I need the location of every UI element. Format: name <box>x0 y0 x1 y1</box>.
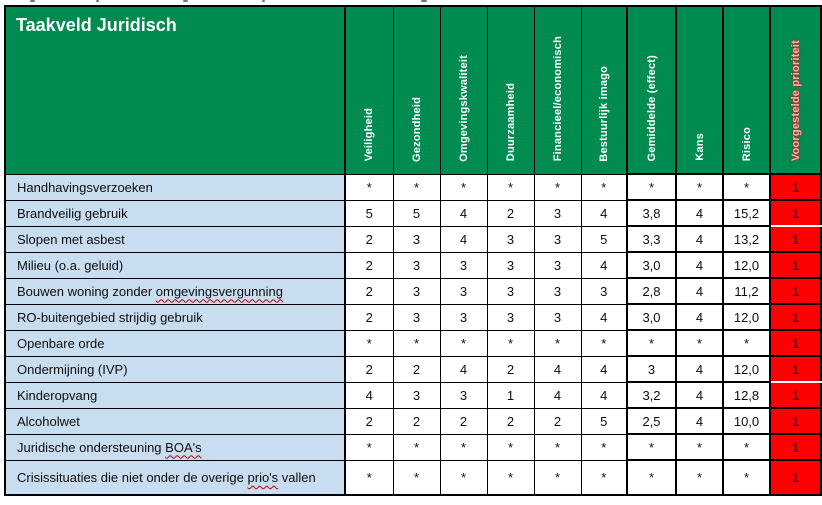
value-cell: 4 <box>440 356 487 382</box>
value-cell: 2 <box>345 304 393 330</box>
column-header-gezondheid: Gezondheid <box>393 6 440 174</box>
value-cell: * <box>345 330 393 356</box>
table-row <box>5 356 821 382</box>
row-label: Milieu (o.a. geluid) <box>5 252 345 278</box>
value-cell: 1 <box>487 382 534 408</box>
value-cell: * <box>393 330 440 356</box>
row-label: Kinderopvang <box>5 382 345 408</box>
value-cell: 3 <box>440 382 487 408</box>
value-cell: 4 <box>581 200 627 226</box>
column-header-voorgestelde-prioriteit: Voorgestelde prioriteit <box>770 6 821 174</box>
row-label: Crisissituaties die niet onder de overige prio's vallen <box>5 460 345 495</box>
value-cell: 3 <box>440 304 487 330</box>
value-cell: 4 <box>440 226 487 252</box>
value-cell: * <box>581 434 627 460</box>
misspelled-word: BOA's <box>165 439 202 455</box>
value-cell: 2 <box>345 252 393 278</box>
row-label: RO-buitengebied strijdig gebruik <box>5 304 345 330</box>
priority-cell: 1 <box>770 252 821 278</box>
value-cell: * <box>345 174 393 200</box>
priority-cell: 1 <box>770 174 821 200</box>
value-cell: 4 <box>581 252 627 278</box>
value-cell: 4 <box>676 356 723 382</box>
value-cell: 3 <box>393 304 440 330</box>
table-row <box>5 408 821 434</box>
priority-cell: 1 <box>770 200 821 226</box>
value-cell: * <box>581 460 627 495</box>
value-cell: 3 <box>581 278 627 304</box>
table-row <box>5 200 821 226</box>
value-cell: 3 <box>393 252 440 278</box>
value-cell: 4 <box>581 304 627 330</box>
value-cell: 3 <box>534 200 581 226</box>
column-header-veiligheid: Veiligheid <box>345 6 393 174</box>
value-cell: 2 <box>393 408 440 434</box>
value-cell: 12,0 <box>723 252 770 278</box>
value-cell: * <box>440 460 487 495</box>
value-cell: 3,2 <box>627 382 676 408</box>
value-cell: * <box>487 174 534 200</box>
value-cell: 2,8 <box>627 278 676 304</box>
column-header-risico: Risico <box>723 6 770 174</box>
column-header-bestuurlijk-imago: Bestuurlijk imago <box>581 6 627 174</box>
table-row <box>5 304 821 330</box>
value-cell: 3,3 <box>627 226 676 252</box>
cropped-text-remnant <box>0 0 822 4</box>
value-cell: 2 <box>393 356 440 382</box>
header-row <box>5 6 821 174</box>
priority-cell: 1 <box>770 330 821 356</box>
table-row <box>5 382 821 408</box>
value-cell: * <box>345 460 393 495</box>
value-cell: 12,0 <box>723 356 770 382</box>
value-cell: 3 <box>534 252 581 278</box>
priority-cell: 1 <box>770 278 821 304</box>
value-cell: * <box>627 330 676 356</box>
value-cell: 2 <box>534 408 581 434</box>
value-cell: * <box>345 434 393 460</box>
value-cell: 3 <box>393 278 440 304</box>
value-cell: 3 <box>534 304 581 330</box>
misspelled-word: omgevingsvergunning <box>155 283 283 299</box>
table-row <box>5 252 821 278</box>
table-title: Taakveld Juridisch <box>5 6 345 174</box>
value-cell: * <box>627 174 676 200</box>
value-cell: 3 <box>534 278 581 304</box>
value-cell: 12,8 <box>723 382 770 408</box>
value-cell: 4 <box>676 278 723 304</box>
value-cell: 4 <box>440 200 487 226</box>
value-cell: * <box>627 434 676 460</box>
value-cell: 2 <box>487 356 534 382</box>
value-cell: 3 <box>487 252 534 278</box>
value-cell: 3 <box>627 356 676 382</box>
value-cell: 2 <box>345 278 393 304</box>
value-cell: 11,2 <box>723 278 770 304</box>
value-cell: * <box>487 330 534 356</box>
column-header-gemiddelde-effect: Gemiddelde (effect) <box>627 6 676 174</box>
value-cell: * <box>581 174 627 200</box>
value-cell: 3 <box>440 278 487 304</box>
value-cell: 5 <box>581 226 627 252</box>
value-cell: * <box>393 174 440 200</box>
value-cell: * <box>487 434 534 460</box>
value-cell: 2,5 <box>627 408 676 434</box>
value-cell: 4 <box>581 356 627 382</box>
priority-cell: 1 <box>770 304 821 330</box>
value-cell: 3 <box>440 252 487 278</box>
value-cell: * <box>723 174 770 200</box>
value-cell: 12,0 <box>723 304 770 330</box>
value-cell: * <box>627 460 676 495</box>
table-row <box>5 226 821 252</box>
value-cell: * <box>534 460 581 495</box>
priority-cell: 1 <box>770 226 821 252</box>
value-cell: * <box>676 330 723 356</box>
value-cell: * <box>534 434 581 460</box>
value-cell: * <box>440 330 487 356</box>
value-cell: * <box>534 330 581 356</box>
column-header-financieel-economisch: Financieel/economisch <box>534 6 581 174</box>
table-row <box>5 434 821 460</box>
value-cell: 2 <box>487 200 534 226</box>
value-cell: 2 <box>345 408 393 434</box>
row-label: Bouwen woning zonder omgevingsvergunning <box>5 278 345 304</box>
column-header-kans: Kans <box>676 6 723 174</box>
value-cell: * <box>723 460 770 495</box>
table-body <box>5 174 821 495</box>
value-cell: 5 <box>345 200 393 226</box>
value-cell: 4 <box>676 408 723 434</box>
value-cell: * <box>581 330 627 356</box>
value-cell: * <box>440 434 487 460</box>
value-cell: * <box>393 460 440 495</box>
value-cell: * <box>534 174 581 200</box>
value-cell: 3 <box>393 226 440 252</box>
value-cell: 3 <box>534 226 581 252</box>
row-label: Openbare orde <box>5 330 345 356</box>
table-row <box>5 174 821 200</box>
priority-cell: 1 <box>770 356 821 382</box>
value-cell: 5 <box>393 200 440 226</box>
value-cell: * <box>440 174 487 200</box>
value-cell: 2 <box>345 226 393 252</box>
value-cell: 3,8 <box>627 200 676 226</box>
value-cell: 4 <box>676 304 723 330</box>
value-cell: 2 <box>440 408 487 434</box>
value-cell: 3 <box>487 304 534 330</box>
value-cell: * <box>723 330 770 356</box>
value-cell: 2 <box>487 408 534 434</box>
row-label: Slopen met asbest <box>5 226 345 252</box>
value-cell: * <box>393 434 440 460</box>
value-cell: 5 <box>581 408 627 434</box>
value-cell: * <box>723 434 770 460</box>
row-label: Alcoholwet <box>5 408 345 434</box>
column-header-omgevingskwaliteit: Omgevingskwaliteit <box>440 6 487 174</box>
value-cell: 3,0 <box>627 252 676 278</box>
value-cell: 4 <box>676 200 723 226</box>
value-cell: 4 <box>676 382 723 408</box>
priority-cell: 1 <box>770 434 821 460</box>
priority-cell: 1 <box>770 408 821 434</box>
value-cell: 15,2 <box>723 200 770 226</box>
value-cell: 4 <box>534 356 581 382</box>
row-label: Brandveilig gebruik <box>5 200 345 226</box>
value-cell: * <box>676 174 723 200</box>
misspelled-word: prio's <box>247 469 279 485</box>
value-cell: 3 <box>487 226 534 252</box>
risk-priority-table <box>4 5 822 496</box>
value-cell: 3 <box>487 278 534 304</box>
value-cell: 3,0 <box>627 304 676 330</box>
priority-cell: 1 <box>770 382 821 408</box>
value-cell: 2 <box>345 356 393 382</box>
column-header-duurzaamheid: Duurzaamheid <box>487 6 534 174</box>
value-cell: * <box>487 460 534 495</box>
value-cell: 4 <box>345 382 393 408</box>
priority-cell: 1 <box>770 460 821 495</box>
row-label: Handhavingsverzoeken <box>5 174 345 200</box>
value-cell: 4 <box>581 382 627 408</box>
value-cell: * <box>676 460 723 495</box>
value-cell: 4 <box>676 252 723 278</box>
row-label: Ondermijning (IVP) <box>5 356 345 382</box>
table-row <box>5 278 821 304</box>
value-cell: 10,0 <box>723 408 770 434</box>
value-cell: 4 <box>676 226 723 252</box>
table-row <box>5 330 821 356</box>
table-row <box>5 460 821 495</box>
value-cell: 4 <box>534 382 581 408</box>
value-cell: * <box>676 434 723 460</box>
value-cell: 13,2 <box>723 226 770 252</box>
value-cell: 3 <box>393 382 440 408</box>
row-label: Juridische ondersteuning BOA's <box>5 434 345 460</box>
